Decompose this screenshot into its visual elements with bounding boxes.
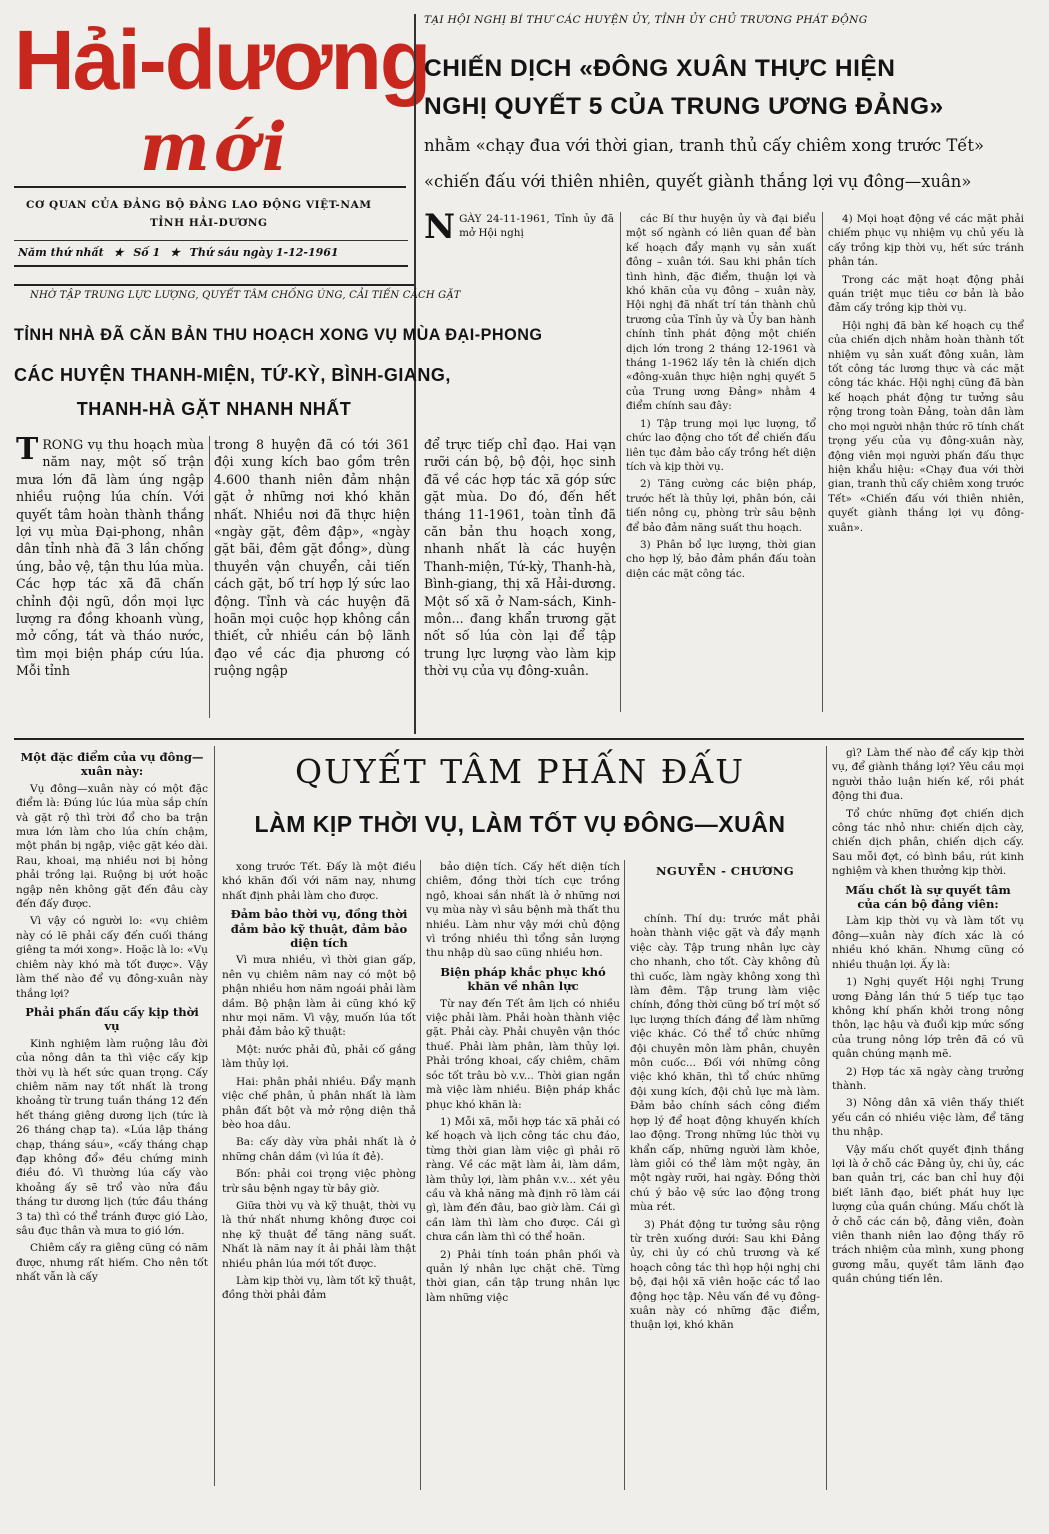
editorial-paragraph: gì? Làm thế nào để cấy kịp thời vụ, để giành thắng lợi? Yêu cầu mọi người thảo luận hiến kế, rồi phát động thi đua.: [832, 747, 1024, 803]
editorial-title-line2: LÀM KỊP THỜI VỤ, LÀM TỐT VỤ ĐÔNG—XUÂN: [254, 811, 786, 837]
editorial-paragraph: Vụ đông—xuân này có một đặc điểm là: Đúng lúc lúa mùa sắp chín và gặt rộ thì trời đổ cho ba trận mưa lớn làm cho lúa chín chậm, một phần bị ngập, việc gặt kéo dài. Rau, khoai, mạ nhiều nơi bị hỏng phải trồng lại. Ruộng bị ướt hoặc ngập nên không gặt đến đâu cày đến đấy được.: [16, 782, 208, 911]
lead-point-3: 3) Phân bổ lực lượng, thời gian cho hợp lý, bảo đảm phần đấu toàn diện các mặt công tác.: [626, 538, 816, 580]
editorial-paragraph: chính. Thí dụ: trước mắt phải hoàn thành việc gặt và đẩy mạnh việc cày. Tập trung nhân lực cày cho nhanh, cho tốt. Cày không đủ thì cuốc, làm ngày không xong thì làm đêm. Tập trung làm việc chính, đồng thời cũng bố trí một số lực lượng thích đáng để làm những việc khác. Có thể tổ chức những đội chuyên môn làm phân, chuyên môn cuốc... Đối với những công việc khó khăn, thì tổ chức những đội xung kích, đội chủ lực mà làm. Đảm bảo chính sách công điểm hợp lý để hoạt động khuyến khích lao động. Trong những lúc thời vụ khẩn cấp, những người làm khỏe, làm giỏi có thể làm một ngày, ăn một ngày rưỡi, hai ngày. Đồng thời chú ý bảo vệ sức lao động trong mùa rét.: [630, 913, 820, 1214]
editorial-subhead: Biện pháp khắc phục khó khăn về nhân lực: [440, 964, 606, 994]
masthead-org-line1: CƠ QUAN CỦA ĐẢNG BỘ ĐẢNG LAO ĐỘNG VIỆT-NAM: [26, 199, 372, 211]
column-rule: [620, 212, 621, 712]
editorial-paragraph: Làm kịp thời vụ, làm tốt kỹ thuật, đồng thời phải đảm: [222, 1274, 416, 1302]
harvest-headline-line2: CÁC HUYỆN THANH-MIỆN, TỨ-KỲ, BÌNH-GIANG,: [14, 365, 451, 385]
harvest-headline-line1: TỈNH NHÀ ĐÃ CĂN BẢN THU HOẠCH XONG VỤ MÙA ĐẠI-PHONG: [14, 326, 543, 344]
editorial-paragraph: Kinh nghiệm làm ruộng lâu đời của nông dân ta thì việc cấy kịp thời vụ là hết sức quan trọng. Cấy chiêm năm nay tốt nhất là trong khoảng từ trung tuần tháng 12 đến hết tháng giêng dương lịch (tức là 26 tháng chạp ta). «Lúa lập tháng chạp, tháng sáu», «cấy tháng chạp đạp không đổ» đều chứng minh điều đó. Vì thường lúa cấy vào khoảng ấy sẽ trổ vào nửa đầu tháng tư dương lịch (tức đầu tháng 3 ta) thì có thể tránh được gió Lào, sâu đục thân và mưa to gió lớn.: [16, 1037, 208, 1237]
harvest-headline-line3: THANH-HÀ GẶT NHANH NHẤT: [76, 399, 352, 419]
editorial-paragraph: Vậy mấu chốt quyết định thắng lợi là ở chỗ các Đảng ủy, chi ủy, các ban quản trị, các ban chỉ huy đội biết lãnh đạo, biết phát huy lực lượng của quần chúng. Mấu chốt là ở chỗ các cán bộ, đảng viên, đoàn viên thanh niên lao động thấy rõ trách nhiệm của mình, xung phong gương mẫu, quyết tâm lãnh đạo quần chúng tiến lên.: [832, 1143, 1024, 1286]
lead-point-4: 4) Mọi hoạt động về các mặt phải chiếm phục vụ nhiệm vụ chủ yếu là cấy trồng kịp thời vụ, hết sức tránh phân tán.: [828, 213, 1024, 269]
editorial-title-line1: QUYẾT TÂM PHẤN ĐẤU: [294, 752, 745, 791]
editorial-paragraph: Giữa thời vụ và kỹ thuật, thời vụ là thứ nhất nhưng không được coi nhẹ kỹ thuật để tăng năng suất. Nhất là năm nay ít ải phải làm thật nhiều phân lúa mới tốt được.: [222, 1199, 416, 1270]
editorial-subhead: Một đặc điểm của vụ đông—xuân này:: [20, 750, 204, 779]
harvest-column-2: [214, 436, 410, 726]
column-rule: [624, 860, 625, 1490]
harvest-column-2-text: trong 8 huyện đã có tới 361 đội xung kích bao gồm trên 4.600 thanh niên đảm nhận gặt ở những nơi khó khăn nhất. Nhiều nơi đã thực hiện «ngày gặt, đêm đập», «ngày gặt bãi, đêm gặt đồng», dùng thuyền vận chuyển, cải tiến cách gặt, bố trí hợp lý sức lao động. Tỉnh và các huyện đã hoãn mọi cuộc họp không cần thiết, cử nhiều cán bộ lãnh đạo về các địa phương có ruộng ngập: [214, 437, 410, 679]
lead-headline-line2: NGHỊ QUYẾT 5 CỦA TRUNG ƯƠNG ĐẢNG»: [424, 93, 944, 120]
star-icon: ★: [113, 246, 124, 259]
editorial-paragraph: Từ nay đến Tết âm lịch có nhiều việc phải làm. Phải hoàn thành việc gặt. Phải cày. Phải chuyên vận thóc thuế. Phải làm phân, làm thủy lợi. Phải trồng khoai, cấy chiêm, chăm sóc tốt trâu bò v.v... Thời gian ngắn mà việc làm nhiều. Biện pháp khắc phục khó khăn là:: [426, 997, 620, 1111]
editorial-column-left: [16, 746, 208, 1506]
editorial-paragraph: Vì vậy có người lo: «vụ chiêm này có lẽ phải cấy đến cuối tháng giêng ta mới xong». Hoặc là lo: «Vụ chiêm này khó mà tốt được». Vậy làm thế nào để vụ đông-xuân này thắng lợi?: [16, 915, 208, 1000]
editorial-paragraph: Vì mưa nhiều, vì thời gian gấp, nên vụ chiêm năm nay có một bộ phận nhiều hơn năm ngoái phải làm dầm. Bộ phận làm ải cũng khó kỹ như mọi năm. Vì vậy, muốn lúa tốt phải đảm bảo kỹ thuật:: [222, 954, 416, 1039]
section-rule: [14, 284, 414, 286]
editorial-paragraph: Bốn: phải coi trọng việc phòng trừ sâu bệnh ngay từ bây giờ.: [222, 1168, 416, 1195]
lead-column-3-p2: Trong các mặt hoạt động phải quán triệt mục tiêu cơ bản là bảo đảm cấy trồng kịp thời vụ.: [828, 273, 1024, 315]
editorial-paragraph: 2) Hợp tác xã ngày càng trưởng thành.: [832, 1065, 1024, 1092]
editorial-paragraph: bảo diện tích. Cấy hết diện tích chiêm, đồng thời tích cực trồng ngô, khoai sắn nhất là ở những nơi vụ mùa này vì sâu bệnh mà thất thu nhiều. Làm như vậy mới chủ động vì trồng nhiều thì tổng sản lượng thu nhập dù sao cũng nhiều hơn.: [426, 861, 620, 960]
editorial-paragraph: 2) Phải tính toán phân phối và quản lý nhân lực chặt chẽ. Từng thời gian, cần tập trung nhân lực làm những việc: [426, 1248, 620, 1304]
editorial-paragraph: 1) Nghị quyết Hội nghị Trung ương Đảng lần thứ 5 tiếp tục tạo không khí phấn khởi trong nông thôn, lạc hậu và đuổi kịp mức sống của trung nông lớp trên đã có vũ quân chúng mạnh mẽ.: [832, 976, 1024, 1061]
lead-column-2-text: các Bí thư huyện ủy và đại biểu một số ngành có liên quan để bàn kế hoạch đẩy mạnh vụ sản xuất đông – xuân tới. Sau khi phân tích tình hình, đặc điểm, thuận lợi và khó khăn của vụ đông – xuân này, Hội nghị đã nhất trí tán thành chủ trương của Tỉnh ủy và Ủy ban hành chính tỉnh phát động một chiến dịch lớn trong 2 tháng 12-1961 và tháng 1-1962 lấy tên là chiến dịch «đông-xuân thực hiện nghị quyết 5 của Trung ương Đảng» nhằm 4 điểm chính sau đây:: [626, 213, 816, 413]
editorial-subhead: Đảm bảo thời vụ, đồng thời đảm bảo kỹ thuật, đảm bảo diện tích: [230, 907, 408, 951]
editorial-paragraph: Làm kịp thời vụ và làm tốt vụ đông—xuân này đích xác là có nhiều khó khăn. Nhưng cũng có nhiều thuận lợi. Ấy là:: [832, 915, 1024, 971]
star-icon: ★: [169, 246, 180, 259]
lead-subhead-line2: «chiến đấu với thiên nhiên, quyết giành thắng lợi vụ đông—xuân»: [424, 172, 972, 191]
harvest-column-1: [16, 436, 204, 726]
harvest-column-1-text: RONG vụ thu hoạch mùa năm nay, một số trận mưa lớn đã làm úng ngập nhiều ruộng lúa chín. Với quyết tâm hoàn thành thắng lợi vụ mùa Đại-phong, nhân dân tỉnh nhà đã 3 lần chống úng, bảo vệ, tận thu lúa mùa. Các hợp tác xã đã chấn chỉnh đội ngũ, dồn mọi lực lượng ra đồng khoanh vùng, mở cống, tát và tháo nước, tìm mọi biện pháp cứu lúa. Mỗi tỉnh: [16, 437, 204, 679]
editorial-subhead: Phải phấn đấu cấy kịp thời vụ: [25, 1004, 199, 1034]
lead-column-1: [424, 212, 614, 272]
lead-point-2: 2) Tăng cường các biện pháp, trước hết là thủy lợi, phân bón, cải tiến nông cụ, phòng trừ sâu bệnh để bảo đảm năng suất thu hoạch.: [626, 478, 816, 534]
issue-date: Thứ sáu ngày 1-12-1961: [189, 246, 339, 259]
editorial-paragraph: 1) Mỗi xã, mỗi hợp tác xã phải có kế hoạch và lịch công tác chu đáo, từng thời gian làm việc gì phải rõ ràng. Về các mặt làm ải, làm dầm, làm thủy lợi, làm phân v.v... xét yêu cầu và khả năng mà định rõ làm cái gì, làm đến đâu, bao giờ làm. Cái gì cần làm thì làm cho được. Cái gì chưa cần làm thì có thể hoãn.: [426, 1115, 620, 1244]
masthead-title: Hải-dương: [14, 13, 430, 107]
harvest-dropcap: T: [16, 436, 39, 467]
column-rule: [826, 746, 827, 1490]
editorial-column-3: [426, 860, 620, 1510]
lead-column-3: [828, 212, 1024, 722]
issue-bar: [14, 240, 408, 267]
issue-year: Năm thứ nhất: [18, 246, 104, 259]
editorial-paragraph: 3) Phát động tư tưởng sâu rộng từ trên xuống dưới: Sau khi Đảng ủy, chi ủy có chủ trương và kế hoạch công tác thì họp hội nghị chi bộ, đại hội xã viên hoặc các tổ lao động học tập. Nêu vấn đề vụ đông-xuân này có những đặc điểm, thuận lợi, khó khăn: [630, 1218, 820, 1332]
issue-number: Số 1: [133, 246, 161, 259]
editorial-column-4: [630, 912, 820, 1512]
editorial-column-2: [222, 860, 416, 1510]
lead-subhead-line1: nhằm «chạy đua với thời gian, tranh thủ cấy chiêm xong trước Tết»: [424, 136, 984, 155]
masthead-title-script: mới: [140, 108, 291, 186]
lead-point-1: 1) Tập trung mọi lực lượng, tổ chức lao động cho tốt để chiến đấu liên tục đảm bảo cấy trồng hết diện tích và kịp thời vụ.: [626, 417, 816, 473]
column-rule: [209, 436, 210, 718]
harvest-kicker: NHỜ TẬP TRUNG LỰC LƯỢNG, QUYẾT TÂM CHỐNG ÚNG, CẢI TIẾN CÁCH GẶT: [30, 290, 461, 301]
lead-headline-line1: CHIẾN DỊCH «ĐÔNG XUÂN THỰC HIỆN: [424, 55, 896, 82]
section-rule: [14, 738, 1024, 740]
editorial-byline: NGUYỄN - CHƯƠNG: [655, 864, 795, 878]
editorial-paragraph: xong trước Tết. Đấy là một điều khó khăn đối với năm nay, nhưng nhất định phải làm cho được.: [222, 861, 416, 902]
editorial-paragraph: Chiêm cấy ra giêng cũng có năm được, nhưng rất hiếm. Cho nên tốt nhất vẫn là cấy: [16, 1242, 208, 1284]
editorial-column-5: [832, 746, 1024, 1510]
lead-column-3-p3: Hội nghị đã bàn kế hoạch cụ thể của chiến dịch nhằm hoàn thành tốt nhiệm vụ sản xuất đông xuân, làm tốt công tác lương thực và các mặt công tác khác. Hội nghị cũng đã bàn kế hoạch phát động tư tưởng sâu rộng trong toàn Đảng, toàn dân làm cho mọi người nhận thức rõ tính chất trọng yếu của vụ đông-xuân này, động viên mọi người phấn đấu thực hiện khẩu hiệu: «Chạy đua với thời gian, tranh thủ cấy chiêm xong trước Tết» «Chiến đấu với thiên nhiên, quyết giành thắng lợi vụ đông-xuân».: [828, 319, 1024, 534]
column-rule: [420, 860, 421, 1490]
lead-kicker: TẠI HỘI NGHỊ BÍ THƯ CÁC HUYỆN ỦY, TỈNH ỦY CHỦ TRƯƠNG PHÁT ĐỘNG: [424, 14, 868, 26]
column-rule: [822, 212, 823, 712]
editorial-paragraph: Một: nước phải đủ, phải cố gắng làm thủy lợi.: [222, 1043, 416, 1071]
editorial-paragraph: Hai: phân phải nhiều. Đẩy mạnh việc chế phân, ủ phân nhất là làm phân đất bột và mở rộng diện thả bèo hoa dâu.: [222, 1075, 416, 1131]
masthead-rule: [14, 186, 406, 188]
lead-column-1-text: GÀY 24-11-1961, Tỉnh ủy đã mở Hội nghị: [459, 213, 614, 239]
harvest-column-3-text: để trực tiếp chỉ đạo. Hai vạn rưỡi cán bộ, bộ đội, học sinh đã về các hợp tác xã góp sức gặt mùa. Do đó, đến hết tháng 11-1961, toàn tỉnh đã căn bản thu hoạch xong, nhanh nhất là các huyện Thanh-miện, Tứ-kỳ, Thanh-hà, Bình-giang, thị xã Hải-dương. Một số xã ở Nam-sách, Kinh-môn... đang khẩn trương gặt nốt số lúa còn lại để tập trung lực lượng vào làm kịp thời vụ của vụ đông-xuân.: [424, 437, 616, 679]
lead-dropcap: N: [424, 212, 456, 247]
editorial-paragraph: 3) Nông dân xã viên thấy thiết yếu cần có nhiều việc làm, để tăng thu nhập.: [832, 1097, 1024, 1139]
lead-column-2: [626, 212, 816, 722]
masthead-org-line2: TỈNH HẢI-DƯƠNG: [150, 217, 268, 229]
column-rule: [214, 746, 215, 1486]
harvest-column-3: [424, 436, 616, 726]
editorial-paragraph: Ba: cấy dày vừa phải nhất là ở những chân dầm (vì lúa ít đẻ).: [222, 1136, 416, 1163]
editorial-paragraph: Tổ chức những đợt chiến dịch công tác nhỏ như: chiến dịch cày, chiến dịch phân, chiến dịch cấy. Sau mỗi đợt, có bình bầu, rút kinh nghiệm và khen thưởng kịp thời.: [832, 807, 1024, 878]
editorial-subhead: Mấu chốt là sự quyết tâm của cán bộ đảng viên:: [845, 882, 1011, 912]
